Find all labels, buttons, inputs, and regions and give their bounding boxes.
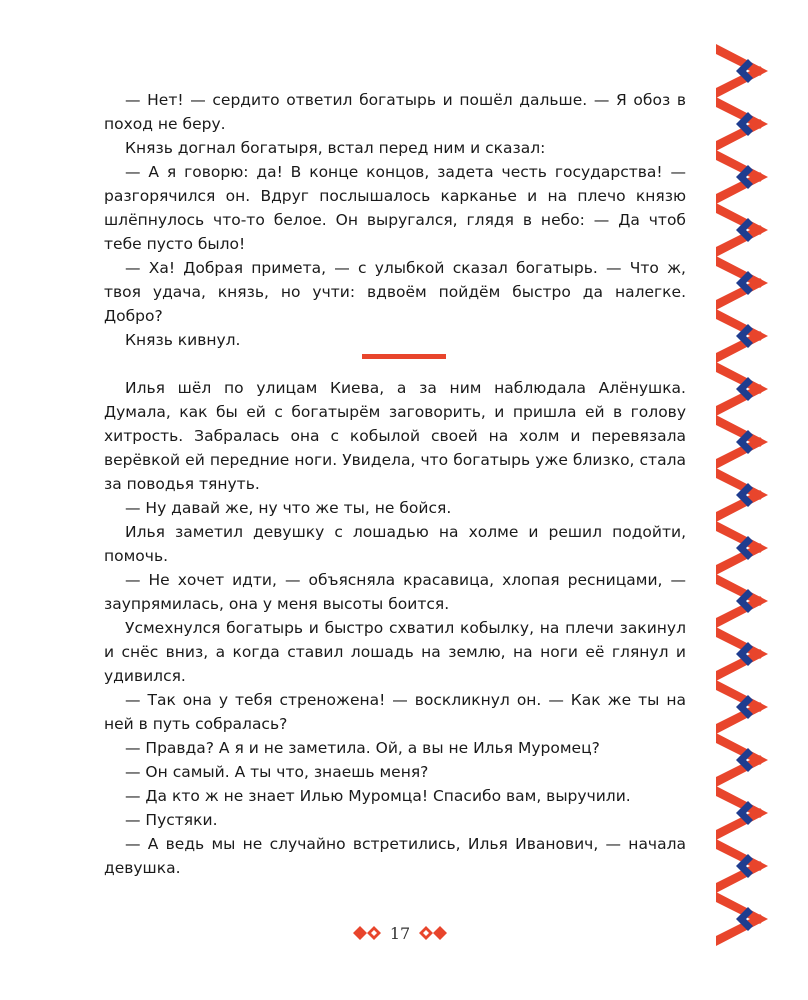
paragraph: — Он самый. А ты что, знаешь меня? <box>125 763 429 781</box>
paragraph: — Ну давай же, ну что же ты, не бойся. <box>125 499 452 517</box>
ornament-segment <box>716 44 768 98</box>
ornament-segment <box>716 415 768 469</box>
paragraph: — Пустяки. <box>125 811 218 829</box>
ornament-segment <box>716 203 768 257</box>
ornament-segment <box>716 309 768 363</box>
paragraph: Князь догнал богатыря, встал перед ним и сказал: <box>125 139 546 157</box>
ornament-segment <box>716 256 768 310</box>
paragraph: Илья заметил девушку с лошадью на холме и решил подойти, помочь. <box>104 523 686 565</box>
text-block-1 <box>104 88 686 352</box>
page-footer <box>340 920 460 946</box>
zigzag-border-ornament-icon <box>712 44 772 954</box>
ornament-segment <box>716 892 768 946</box>
paragraph: — Нет! — сердито ответил богатырь и пошёл дальше. — Я обоз в поход не беру. <box>104 91 686 133</box>
ornament-segment <box>716 627 768 681</box>
ornament-segment <box>716 786 768 840</box>
paragraph: — Правда? А я и не заметила. Ой, а вы не Илья Муромец? <box>125 739 600 757</box>
ornament-segment <box>716 574 768 628</box>
ornament-segment <box>716 362 768 416</box>
paragraph: — Да кто ж не знает Илью Муромца! Спасибо вам, выручили. <box>125 787 631 805</box>
ornament-segment <box>716 468 768 522</box>
paragraph: — Так она у тебя стреножена! — воскликнул он. — Как же ты на ней в путь собралась? <box>104 691 686 733</box>
diamond-ornament-right-icon <box>418 925 448 941</box>
ornament-segment <box>716 680 768 734</box>
ornament-segment <box>716 150 768 204</box>
page-number: 17 <box>389 923 411 943</box>
paragraph: — Не хочет идти, — объясняла красавица, хлопая ресницами, — заупрямилась, она у меня высоты боится. <box>104 571 686 613</box>
ornament-segment <box>716 733 768 787</box>
paragraph: Усмехнулся богатырь и быстро схватил кобылку, на плечи закинул и снёс вниз, а когда ставил лошадь на землю, на ноги её глянул и удивился. <box>104 619 686 685</box>
paragraph: — Ха! Добрая примета, — с улыбкой сказал богатырь. — Что ж, твоя удача, князь, но учти: вдвоём пойдём быстро да налегке. Добро? <box>104 259 686 325</box>
ornament-segment <box>716 97 768 151</box>
paragraph: Илья шёл по улицам Киева, а за ним наблюдала Алёнушка. Думала, как бы ей с богатырём заговорить, и пришла ей в голову хитрость. Забралась она с кобылой своей на холм и перевязала верёвкой ей передние ноги. Увидела, что богатырь уже близко, стала за поводья тянуть. <box>104 379 686 493</box>
ornament-segment <box>716 521 768 575</box>
paragraph: Князь кивнул. <box>125 331 241 349</box>
section-divider <box>362 354 446 359</box>
paragraph: — А я говорю: да! В конце концов, задета честь государства! — разгорячился он. Вдруг послышалось карканье и на плечо князю шлёпнулось что-то белое. Он выругался, глядя в небо: — Да чтоб тебе пусто было! <box>104 163 686 253</box>
diamond-ornament-left-icon <box>352 925 382 941</box>
text-block-2 <box>104 376 686 880</box>
ornament-segment <box>716 839 768 893</box>
paragraph: — А ведь мы не случайно встретились, Илья Иванович, — начала девушка. <box>104 835 686 877</box>
